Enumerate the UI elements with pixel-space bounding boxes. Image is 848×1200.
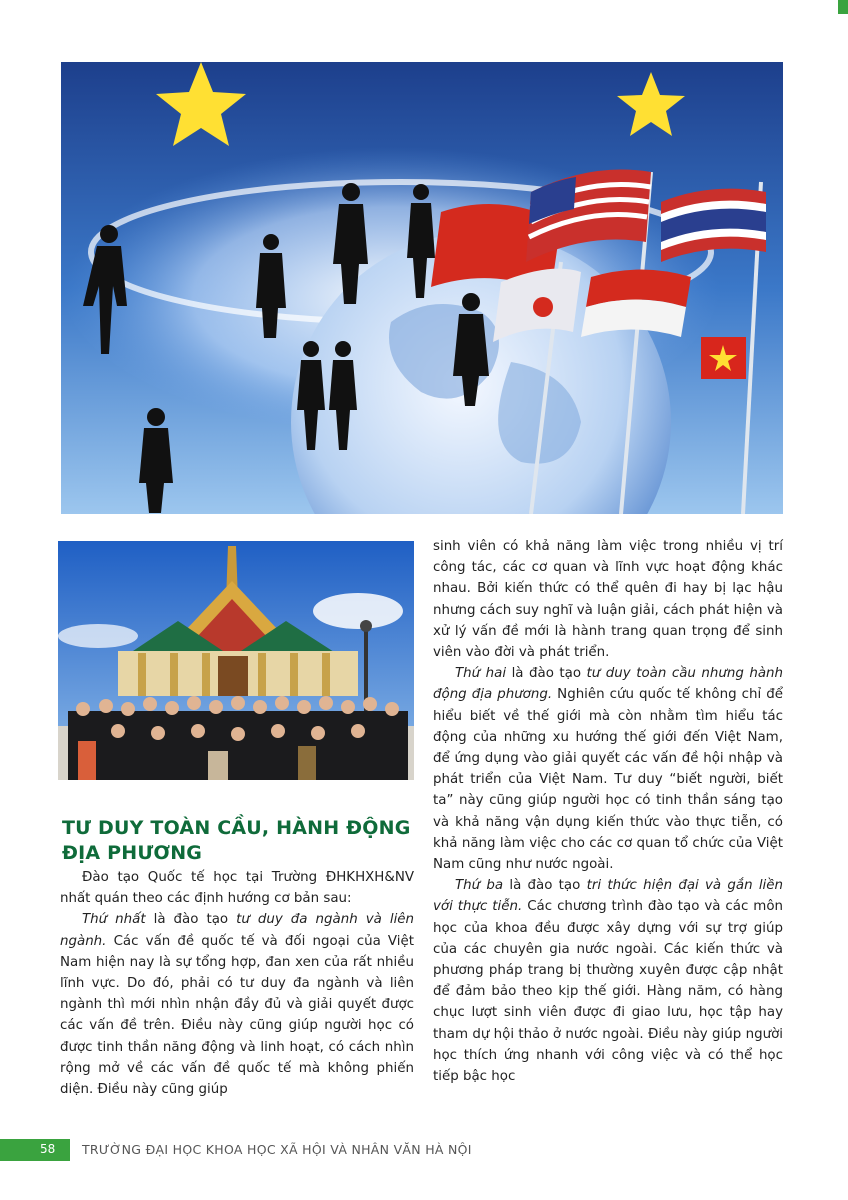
corner-accent [838, 0, 848, 14]
left-text-column [60, 867, 414, 1100]
text-span: là đào tạo [503, 878, 587, 894]
emphasis-label: Thứ nhất [82, 912, 146, 928]
section-title: TƯ DUY TOÀN CẦU, HÀNH ĐỘNG ĐỊA PHƯƠNG [62, 817, 411, 864]
paragraph-continued: sinh viên có khả năng làm việc trong nhiều vị trí công tác, các cơ quan và lĩnh vực hoạt động khác nhau. Bởi kiến thức có thể quên đi hay bị lạc hậu nhưng cách suy nghĩ và luận giải, cách phát hiện và xử lý vấn đề mới là hành trang quan trọng để sinh viên vào đời và phát triển. [433, 539, 783, 661]
emphasis-label: Thứ hai [455, 666, 507, 682]
emphasis-phrase: tư duy đa ngành và liên ngành. [60, 912, 415, 949]
paragraph-intro: Đào tạo Quốc tế học tại Trường ĐHKHXH&NV nhất quán theo các định hướng cơ bản sau: [60, 870, 414, 907]
text-span: là đào tạo [145, 912, 237, 928]
hero-image-globe-flags [61, 62, 783, 514]
emphasis-phrase: tri thức hiện đại và gắn liền với thực tiễn. [433, 878, 783, 915]
group-photo-temple [58, 541, 414, 780]
right-text-column [433, 536, 783, 1087]
paragraph-third-orientation [433, 875, 783, 1087]
paragraph-first-orientation [60, 909, 414, 1100]
footer-green-bar [0, 1139, 70, 1161]
footer-institution-name: TRƯỜNG ĐẠI HỌC KHOA HỌC XÃ HỘI VÀ NHÂN VĂN HÀ NỘI [82, 1142, 472, 1157]
page-number: 58 [40, 1142, 56, 1156]
paragraph-second-orientation [433, 663, 783, 875]
text-span: là đào tạo [506, 666, 587, 682]
text-span: Các vấn đề quốc tế và đối ngoại của Việt Nam hiện nay là sự tổng hợp, đan xen của rất nhiều lĩnh vực. Do đó, phải có tư duy đa ngành và liên ngành thì mới nhìn nhận đầy đủ và giải quyết được các vấn đề trên. Điều này cũng giúp người học có được tinh thần năng động và linh hoạt, có cách nhìn rộng mở về các vấn đề quốc tế mà không phiến diện. Điều này cũng giúp [60, 933, 414, 1098]
emphasis-label: Thứ ba [455, 878, 504, 894]
text-span: Các chương trình đào tạo và các môn học của khoa đều được xây dựng với sự trợ giúp của các chuyên gia nước ngoài. Các kiến thức và phương pháp trang bị thường xuyên được cập nhật để đảm bảo theo kịp thế giới. Hàng năm, có hàng chục lượt sinh viên được đi giao lưu, học tập hay tham dự hội thảo ở nước ngoài. Điều này giúp người học thích ứng nhanh với công việc và có thể học tiếp bậc học [433, 899, 784, 1085]
emphasis-phrase: tư duy toàn cầu nhưng hành động địa phương. [433, 666, 783, 703]
text-span: Nghiên cứu quốc tế không chỉ để hiểu biết về thế giới mà còn nhằm tìm hiểu tác động của những xu hướng thế giới đến Việt Nam, để ứng dụng vào giải quyết các vấn đề hội nhập và phát triển của Việt Nam. Tư duy “biết người, biết ta” này cũng giúp người học có tinh thần sáng tạo và khả năng vận dụng kiến thức vào thực tiễn, có khả năng làm việc cho các cơ quan tổ chức của Việt Nam cũng như nước ngoài. [433, 687, 784, 873]
